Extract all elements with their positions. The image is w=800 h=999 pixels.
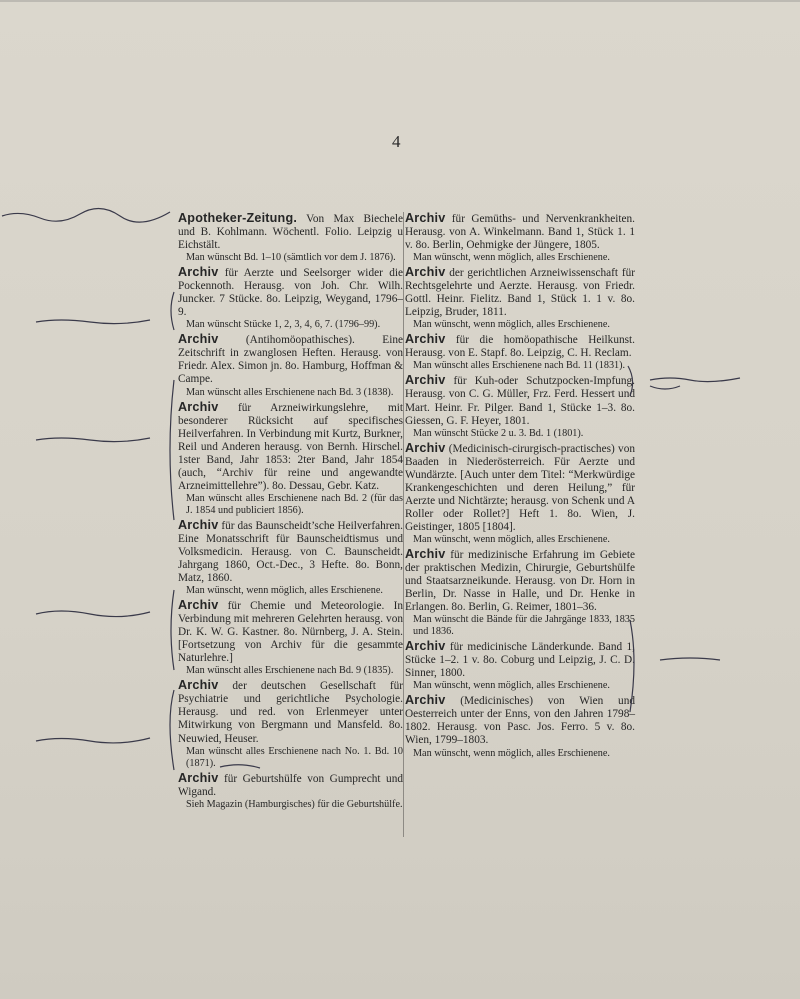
entry-headword: Apotheker-Zeitung. bbox=[178, 211, 298, 225]
entry-headword: Archiv bbox=[405, 265, 446, 280]
entry-note: Man wünscht, wenn möglich, alles Erschienene. bbox=[413, 747, 610, 759]
entry-headword: Archiv bbox=[405, 440, 446, 455]
handwritten-scribble bbox=[36, 320, 150, 324]
bracket-mark bbox=[628, 366, 633, 396]
entry-headword: Archiv bbox=[178, 399, 219, 414]
entry-headword: Archiv bbox=[178, 770, 219, 785]
handwritten-scribble bbox=[650, 386, 680, 389]
entry-note: Man wünscht Stücke 2 u. 3. Bd. 1 (1801). bbox=[413, 427, 584, 439]
handwritten-scribble bbox=[650, 378, 740, 382]
scan-edge bbox=[0, 0, 800, 2]
entry-note: Sieh Magazin (Hamburgisches) für die Geburtshülfe. bbox=[186, 798, 403, 810]
bracket-mark bbox=[170, 380, 174, 520]
handwritten-scribble bbox=[36, 438, 150, 442]
page-number: 4 bbox=[392, 132, 401, 151]
entry-text: für Kuh-oder Schutzpocken-Impfung. Herausg. von C. G. Müller, Frz. Ferd. Hessert und Mart. Heinr. Fr. Pilger. Band 1, Stücke 1–3. 8o. Giessen, G. F. Heyer, 1801. bbox=[405, 375, 635, 427]
entry-text: (Medicinisch-cirurgisch-practisches) von Baaden in Niederösterreich. Für Aerzte und Wundärzte. [Auch unter dem Titel: “Merkwürdige Krankengeschichten und deren Heilung,” für Aerzte und Nichtärzte; herausg. von Schenk und A Roller oder Rollet?] Heft 1. 8o. Wien, J. Geistinger, 1805 [1804]. bbox=[405, 442, 635, 533]
entry-text: Von Max Biechele und B. Kohlmann. Wöchentl. Folio. Leipzig u Eichstält. bbox=[178, 213, 403, 252]
entry-text: für Gemüths- und Nervenkrankheiten. Herausg. von A. Winkelmann. Band 1, Stück 1. 1 v. 8o. Berlin, Oehmigke der Jüngere, 1805. bbox=[405, 213, 635, 252]
entry-headword: Archiv bbox=[178, 517, 219, 532]
entry-text: für Aerzte und Seelsorger wider die Pockennoth. Herausg. von Joh. Chr. Wilh. Juncker. 7 Stücke. 8o. Leipzig, Weygand, 1796–9. bbox=[178, 267, 404, 319]
entry-text: der deutschen Gesellschaft für Psychiatrie und gerichtliche Psychologie. Herausg. und red. von Erlenmeyer unter Mitwirkung von Bergmann und Mansfeld. 8o. Neuwied, Heuser. bbox=[178, 680, 403, 745]
entry-headword: Archiv bbox=[178, 678, 219, 693]
bracket-mark bbox=[171, 590, 174, 670]
handwritten-scribble bbox=[220, 765, 260, 768]
bracket-mark bbox=[170, 690, 174, 770]
entry-headword: Archiv bbox=[405, 693, 446, 708]
entry-text: für Chemie und Meteorologie. In Verbindung mit mehreren Gelehrten herausg. von Dr. K. W. G. Kastner. 8o. Nürnberg, J. A. Stein. [Fortsetzung von Archiv für die gesammte Naturlehre.] bbox=[178, 600, 403, 665]
entry-text: für das Baunscheidt’sche Heilverfahren. Eine Monatsschrift für Baunscheidtismus und Volksmedicin. Herausg. von C. Baunscheidt. Jahrgang 1860, Oct.-Dec., 3 Hefte. 8o. Bonn, Matz, 1860. bbox=[178, 519, 403, 585]
entry-note: Man wünscht alles Erschienene nach Bd. 11 (1831). bbox=[413, 360, 626, 372]
entry-note: Man wünscht, wenn möglich, alles Erschienene. bbox=[413, 252, 610, 264]
entry-text: (Medicinisches) von Wien und Oesterreich unter der Enns, von den Jahren 1798–1802. Herausg. von Pasc. Jos. Ferro. 5 v. 8o. Wien, 1799–1803. bbox=[405, 695, 635, 747]
entry-headword: Archiv bbox=[178, 332, 219, 347]
entry-note: Man wünscht alles Erschienene nach Bd. 3 (1838). bbox=[186, 386, 394, 398]
entry-note: Man wünscht, wenn möglich, alles Erschienene. bbox=[186, 585, 383, 597]
entry-text: für Geburtshülfe von Gumprecht und Wigand. bbox=[178, 772, 403, 798]
entry-text: für Arzneiwirkungslehre, mit besonderer Rücksicht auf specifisches Heilverfahren. In Verbindung mit Kurtz, Burkner, Reil und Anderen herausg. von Bernh. Hirschel. 1ster Band, Jahr 1853: 2ter Band, Jahr 1854 (auch, “Archiv für reine und angewandte Arzneimittellehre”). 8o. Dessau, Gebr. Katz. bbox=[178, 401, 404, 492]
entry-text: für medicinische Länderkunde. Band 1, Stücke 1–2. 1 v. 8o. Coburg und Leipzig, J. C. D. Sinner, 1800. bbox=[405, 641, 635, 680]
entry-note: Man wünscht, wenn möglich, alles Erschienene. bbox=[413, 319, 610, 331]
handwritten-scribble bbox=[660, 658, 720, 660]
entry-text: für die homöopathische Heilkunst. Herausg. von E. Stapf. 8o. Leipzig, C. H. Reclam. bbox=[405, 334, 635, 360]
entry-headword: Archiv bbox=[178, 598, 219, 613]
entry-headword: Archiv bbox=[178, 265, 219, 280]
entry-note: Man wünscht Bd. 1–10 (sämtlich vor dem J. 1876). bbox=[186, 252, 396, 264]
entry-headword: Archiv bbox=[405, 332, 446, 347]
entry-text: der gerichtlichen Arzneiwissenschaft für Rechtsgelehrte und Aerzte. Herausg. von Friedr. Gottl. Heinr. Fielitz. Band 1, Stück 1. 1 v. 8o. Leipzig, Bruder, 1811. bbox=[405, 267, 635, 319]
entry-note: Man wünscht, wenn möglich, alles Erschienene. bbox=[413, 680, 610, 692]
entry-headword: Archiv bbox=[405, 373, 446, 388]
entry-headword: Archiv bbox=[405, 546, 446, 561]
entry-note: Man wünscht Stücke 1, 2, 3, 4, 6, 7. (1796–99). bbox=[186, 319, 381, 331]
entry-headword: Archiv bbox=[405, 639, 446, 654]
entry-note: Man wünscht alles Erschienene nach Bd. 2 (für das J. 1854 und publiciert 1856). bbox=[186, 492, 403, 516]
entry-text: (Antihomöopathisches). Eine Zeitschrift in zwanglosen Heften. Herausg. von Friedr. Alex. Simon jn. 8o. Hamburg, Hoffman & Campe. bbox=[178, 334, 403, 386]
entry-note: Man wünscht alles Erschienene nach No. 1. Bd. 10 (1871). bbox=[186, 745, 403, 769]
bracket-mark bbox=[171, 292, 174, 330]
handwritten-scribble bbox=[36, 738, 150, 743]
bracket-mark bbox=[630, 620, 634, 712]
handwritten-scribble bbox=[36, 611, 150, 617]
handwritten-scribble bbox=[2, 208, 170, 222]
entry-note: Man wünscht alles Erschienene nach Bd. 9 (1835). bbox=[186, 665, 394, 677]
entry-headword: Archiv bbox=[405, 211, 446, 225]
entry-note: Man wünscht, wenn möglich, alles Erschienene. bbox=[413, 533, 610, 545]
entry-text: für medizinische Erfahrung im Gebiete der praktischen Medizin, Chirurgie, Geburtshülfe und Staatsarzneikunde. Herausg. von Dr. Horn in Berlin, Dr. Nasse in Halle, und Dr. Henke in Erlangen. 8o. Berlin, G. Reimer, 1801–36. bbox=[405, 548, 635, 614]
entry-note: Man wünscht die Bände für die Jahrgänge 1833, 1835 und 1836. bbox=[413, 614, 635, 638]
